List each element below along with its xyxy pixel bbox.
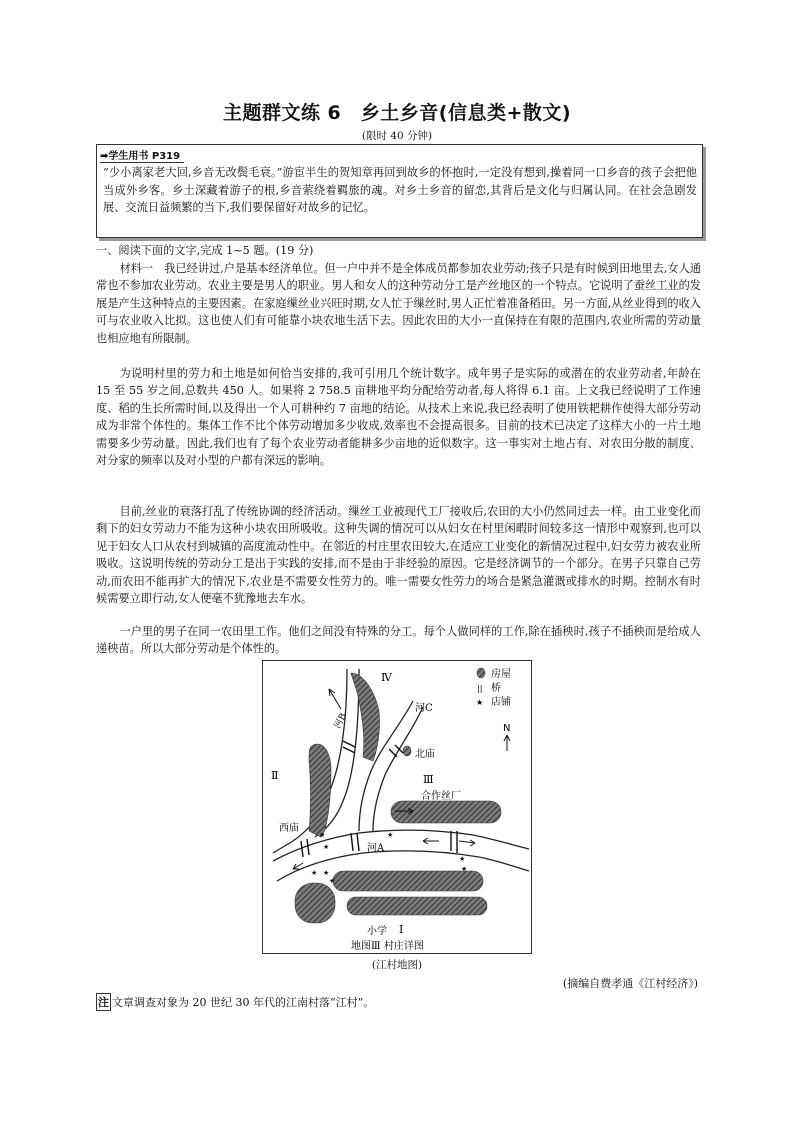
house-block: [309, 744, 331, 837]
school-label: 小学: [367, 926, 387, 937]
paragraph-1: 材料一 我已经讲过,户是基本经济单位。但一户中并不是全体成员都参加农业劳动;孩子只是有时候到田地里去,女人通常也不参加农业劳动。农业主要是男人的职业。男人和女人的这种劳动分工是产丝地区的一个特点。它说明了蚕丝工业的发展是产生这种特点的主要因素。在家庭缫丝业兴旺时期,女人忙于缫丝时,男人正忙着准备稻田。另一方面,从丝业得到的收入可与农业收入比拟。这也使人们有可能靠小块农地生活下去。因此农田的大小一直保持在有限的范围内,农业所需的劳动量也相应地有所限制。: [96, 262, 701, 345]
house-block: [391, 801, 501, 823]
legend-house: 房屋: [491, 669, 511, 680]
svg-text:★: ★: [459, 855, 466, 863]
map-caption: (江村地图): [371, 959, 423, 971]
silk-factory-label: 合作丝厂: [421, 791, 461, 802]
note-text: 文章调查对象为 20 世纪 30 年代的江南村落“江村”。: [112, 996, 375, 1009]
river-c-label: 河C: [415, 703, 433, 714]
village-map: [262, 660, 532, 954]
svg-text:★: ★: [323, 869, 330, 877]
time-limit: (限时 40 分钟): [361, 130, 433, 142]
shop-legend-icon: ★: [476, 698, 484, 707]
footnote: [96, 993, 374, 1011]
legend-bridge: 桥: [491, 683, 501, 694]
map-legend: [477, 668, 485, 678]
house-legend-icon: [477, 668, 485, 678]
paragraph-4: 一户里的男子在同一农田里工作。他们之间没有特殊的分工。每个人做同样的工作,除在插秧时,孩子不插秧而是给成人递秧苗。所以大部分劳动是个体性的。: [96, 625, 701, 656]
area-2-label: Ⅱ: [271, 769, 279, 782]
west-temple-label: 西庙: [279, 823, 299, 834]
svg-text:★: ★: [329, 877, 336, 885]
bridge-legend-icon: ||: [477, 684, 483, 693]
house-block: [333, 871, 483, 891]
page-title: 主题群文练 6 乡土乡音(信息类+散文): [222, 102, 572, 124]
area-3-label: Ⅲ: [423, 773, 434, 786]
legend-shop: 店铺: [491, 697, 511, 708]
map-inner-caption: 地图Ⅲ 村庄详图: [351, 941, 424, 952]
intro-box: [96, 144, 703, 238]
north-arrow-icon: [504, 735, 510, 751]
river-b-label: 河B: [332, 711, 349, 731]
paragraph-3: 目前,丝业的衰落打乱了传统协调的经济活动。缫丝工业被现代工厂接收后,农田的大小仍然同过去一样。由工业变化而剩下的妇女劳动力不能为这种小块农田所吸收。这种失调的情况可以从妇女在村里闲暇时间较多这一情形中观察到,也可以见于妇女人口从农村到城镇的高度流动性中。在邻近的村庄里农田较大,在适应工业变化的新情况过程中,妇女劳力被农业所吸收。这说明传统的劳动分工是出于实践的安排,而不是由于非经验的原因。它是经济调节的一个部分。在男子只靠自己劳动,而农田不能再扩大的情况下,农业是不需要女性劳力的。唯一需要女性劳力的场合是紧急灌溉或排水的时期。控制水有时候需要立即行动,女人便毫不犹豫地去车水。: [96, 505, 701, 606]
north-temple-label: 北庙: [415, 749, 435, 760]
source-citation: (摘编自费孝通《江村经济》): [562, 977, 698, 990]
paragraph-2: 为说明村里的劳力和土地是如何恰当安排的,我可引用几个统计数字。成年男子是实际的或潜在的农业劳动者,年龄在 15 至 55 岁之间,总数共 450 人。如果将 2 758.5 亩耕地平均分配给劳动者,每人将得 6.1 亩。上文我已经说明了工作速度、稻的生长所需时间,以及得出一个人可耕种约 7 亩地的结论。从技术上来说,我已经表明了使用铁耙耕作使得大部分劳动成为非常个体性的。集体工作不比个体劳动增加多少收成,效率也不会提高很多。目前的技术已决定了这样大小的一片土地需要多少劳动量。因此,我们也有了每个农业劳动者能耕多少亩地的近似数字。这一事实对土地占有、对农田分散的制度、对分家的频率以及对小型的户都有深远的影响。: [96, 367, 701, 468]
svg-text:★: ★: [319, 831, 326, 839]
area-4-label: Ⅳ: [381, 671, 392, 684]
north-label: N: [503, 723, 511, 734]
intro-text: “少小离家老大回,乡音无改鬓毛衰。”游宦半生的贺知章再回到故乡的怀抱时,一定没有想到,操着同一口乡音的孩子会把他当成外乡客。乡土深藏着游子的根,乡音萦绕着羁旅的魂。对乡土乡音的留恋,其背后是文化与归属认同。在社会急剧发展、交流日益频繁的当下,我们要保留好对故乡的记忆。: [103, 166, 697, 214]
map-drawing: [263, 661, 531, 953]
book-page-tag[interactable]: ➡学生用书 P319: [100, 147, 184, 163]
note-mark: 注: [96, 993, 111, 1011]
house-block: [295, 883, 335, 923]
svg-text:★: ★: [387, 831, 394, 839]
svg-text:★: ★: [323, 843, 330, 851]
svg-text:★: ★: [461, 865, 468, 873]
house-block: [403, 746, 411, 756]
house-block: [347, 897, 487, 915]
area-1-label: Ⅰ: [399, 923, 404, 936]
river-a-label: 河A: [367, 843, 385, 854]
svg-text:★: ★: [311, 869, 318, 877]
question-heading: 一、阅读下面的文字,完成 1~5 题。(19 分): [96, 244, 314, 257]
river-a-bank-upper: [273, 830, 529, 861]
